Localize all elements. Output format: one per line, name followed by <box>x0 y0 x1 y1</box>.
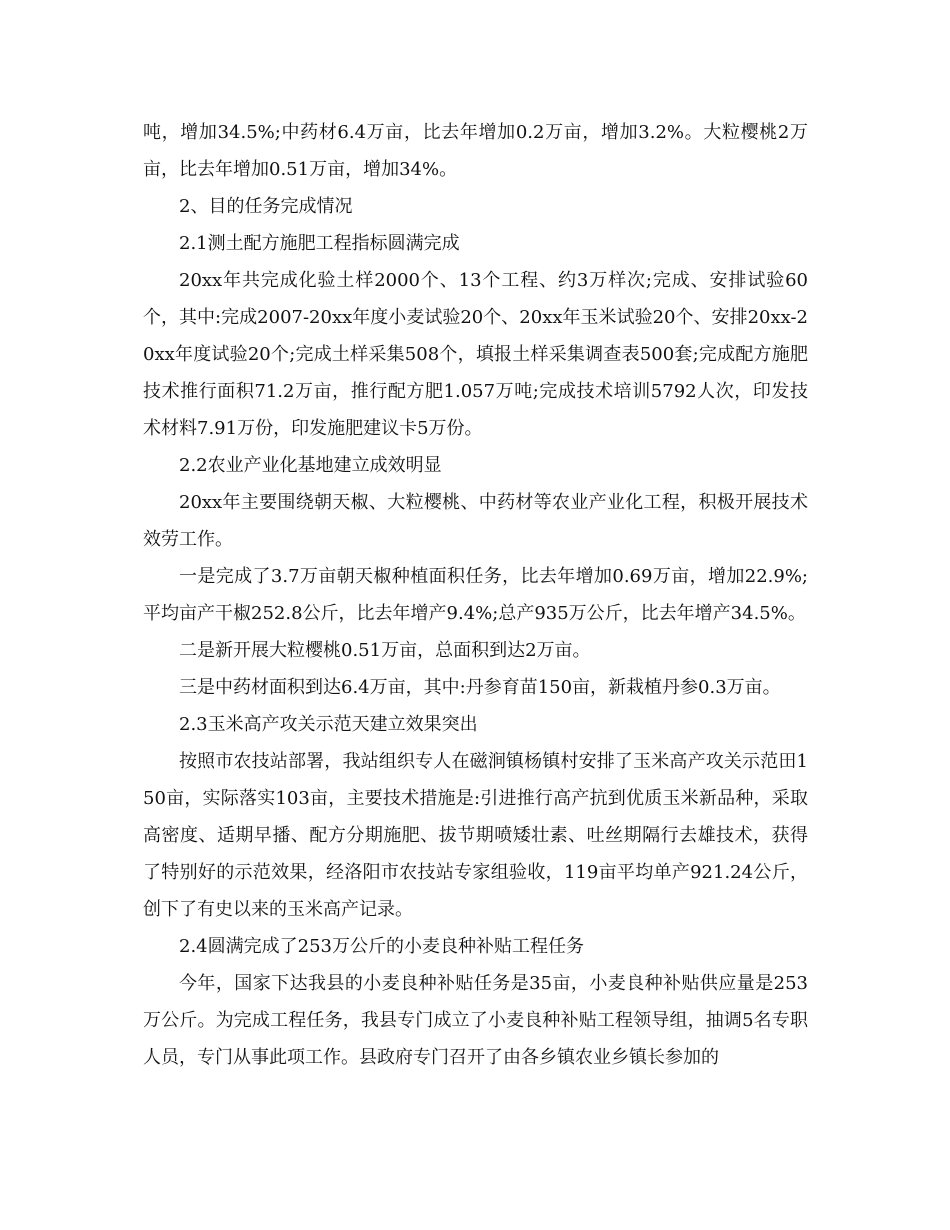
subsection-heading-2-2: 2.2农业产业化基地建立成效明显 <box>179 455 442 476</box>
section-heading-task-completion: 2、目的任务完成情况 <box>179 196 353 217</box>
paragraph-crop-summary-continued: 吨，增加34.5%;中药材6.4万亩，比去年增加0.2万亩，增加3.2%。大粒樱桃2万亩，比去年增加0.51万亩，增加34%。 <box>143 122 808 180</box>
paragraph-chili-pepper: 一是完成了3.7万亩朝天椒种植面积任务，比去年增加0.69万亩，增加22.9%;平均亩产干椒252.8公斤，比去年增产9.4%;总产935万公斤，比去年增产34.5%。 <box>143 566 808 624</box>
paragraph-soil-testing: 20xx年共完成化验土样2000个、13个工程、约3万样次;完成、安排试验60个，其中:完成2007-20xx年度小麦试验20个、20xx年玉米试验20个、安排20xx-20xx年度试验20个;完成土样采集508个，填报土样采集调查表500套;完成配方施肥技术推行面积71.2万亩，推行配方肥1.057万吨;完成技术培训5792人次，印发技术材料7.91万份，印发施肥建议卡5万份。 <box>143 270 808 439</box>
paragraph-corn-demonstration: 按照市农技站部署，我站组织专人在磁涧镇杨镇村安排了玉米高产攻关示范田150亩，实际落实103亩，主要技术措施是:引进推行高产抗到优质玉米新品种，采取高密度、适期早播、配方分期施肥、拔节期喷矮壮素、吐丝期隔行去雄技术，获得了特别好的示范效果，经洛阳市农技站专家组验收，119亩平均单产921.24公斤，创下了有史以来的玉米高产记录。 <box>143 751 808 920</box>
paragraph-medicinal-herbs: 三是中药材面积到达6.4万亩，其中:丹参育苗150亩，新栽植丹参0.3万亩。 <box>179 677 781 698</box>
subsection-heading-2-4: 2.4圆满完成了253万公斤的小麦良种补贴工程任务 <box>179 936 584 957</box>
paragraph-wheat-subsidy: 今年，国家下达我县的小麦良种补贴任务是35亩，小麦良种补贴供应量是253万公斤。为完成工程任务，我县专门成立了小麦良种补贴工程领导组，抽调5名专职人员，专门从事此项工作。县政府专门召开了由各乡镇农业乡镇长参加的 <box>143 973 808 1068</box>
paragraph-industrialization: 20xx年主要围绕朝天椒、大粒樱桃、中药材等农业产业化工程，积极开展技术效劳工作。 <box>143 492 808 550</box>
subsection-heading-2-1: 2.1测土配方施肥工程指标圆满完成 <box>179 233 460 254</box>
document-body <box>143 114 808 1076</box>
subsection-heading-2-3: 2.3玉米高产攻关示范天建立效果突出 <box>179 714 478 735</box>
paragraph-cherry: 二是新开展大粒樱桃0.51万亩，总面积到达2万亩。 <box>179 640 591 661</box>
